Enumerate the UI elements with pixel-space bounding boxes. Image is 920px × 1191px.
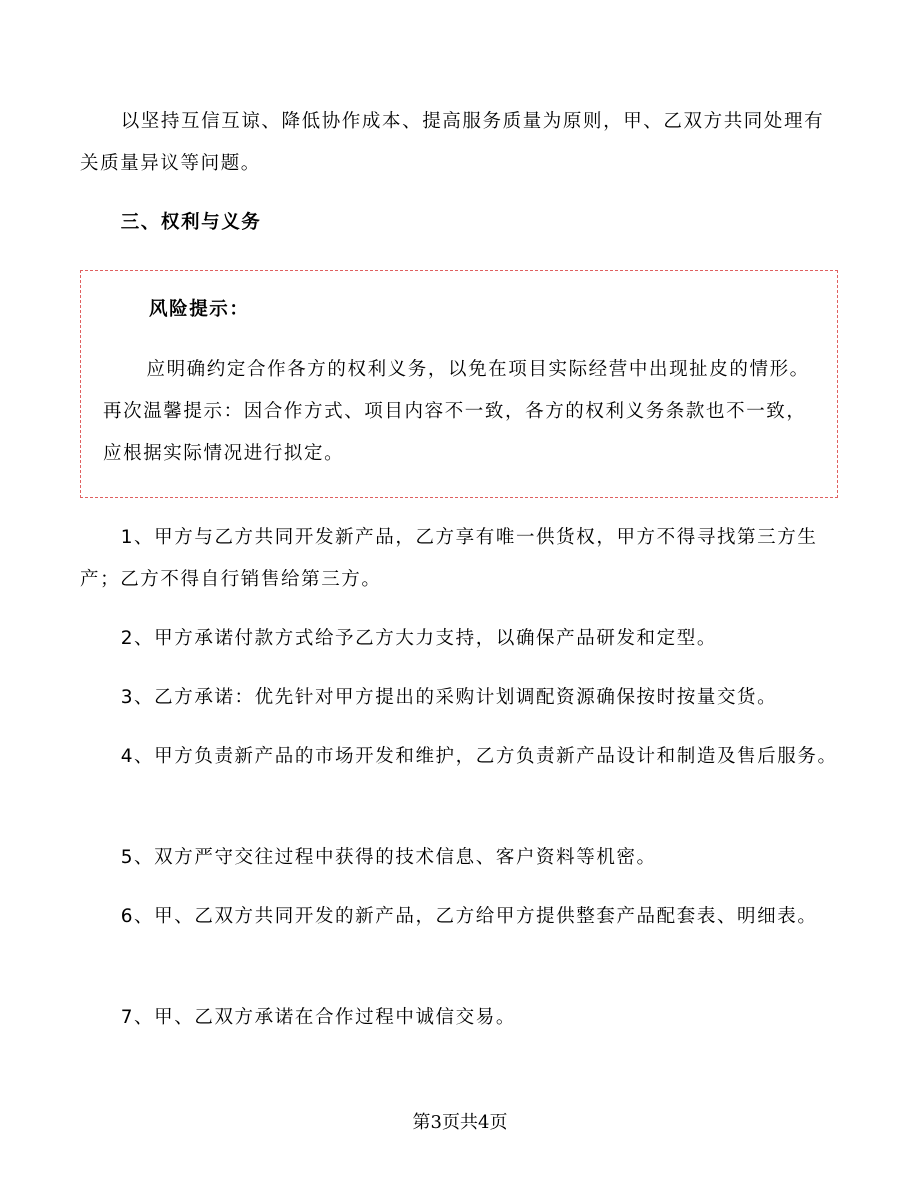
clause-2: 2、甲方承诺付款方式给予乙方大力支持，以确保产品研发和定型。 [120, 628, 717, 649]
section-heading: 三、权利与义务 [120, 212, 262, 233]
risk-notice-box [80, 270, 838, 498]
intro-paragraph: 以坚持互信互谅、降低协作成本、提高服务质量为原则，甲、乙双方共同处理有关质量异议等问题。 [80, 111, 825, 174]
risk-notice-text: 应明确约定合作各方的权利义务，以免在项目实际经营中出现扯皮的情形。再次温馨提示：因合作方式、项目内容不一致，各方的权利义务条款也不一致，应根据实际情况进行拟定。 [103, 359, 810, 464]
clause-7: 7、甲、乙双方承诺在合作过程中诚信交易。 [120, 1007, 516, 1028]
risk-notice-title: 风险提示： [149, 299, 250, 320]
page-number: 第3页共4页 [412, 1112, 508, 1133]
clause-1: 1、甲方与乙方共同开发新产品，乙方享有唯一供货权，甲方不得寻找第三方生产；乙方不得自行销售给第三方。 [80, 527, 818, 590]
clause-3: 3、乙方承诺：优先针对甲方提出的采购计划调配资源确保按时按量交货。 [120, 687, 778, 708]
clause-4: 4、甲方负责新产品的市场开发和维护，乙方负责新产品设计和制造及售后服务。 [120, 746, 838, 767]
clause-5: 5、双方严守交往过程中获得的技术信息、客户资料等机密。 [120, 847, 657, 868]
clause-6: 6、甲、乙双方共同开发的新产品，乙方给甲方提供整套产品配套表、明细表。 [120, 906, 818, 927]
